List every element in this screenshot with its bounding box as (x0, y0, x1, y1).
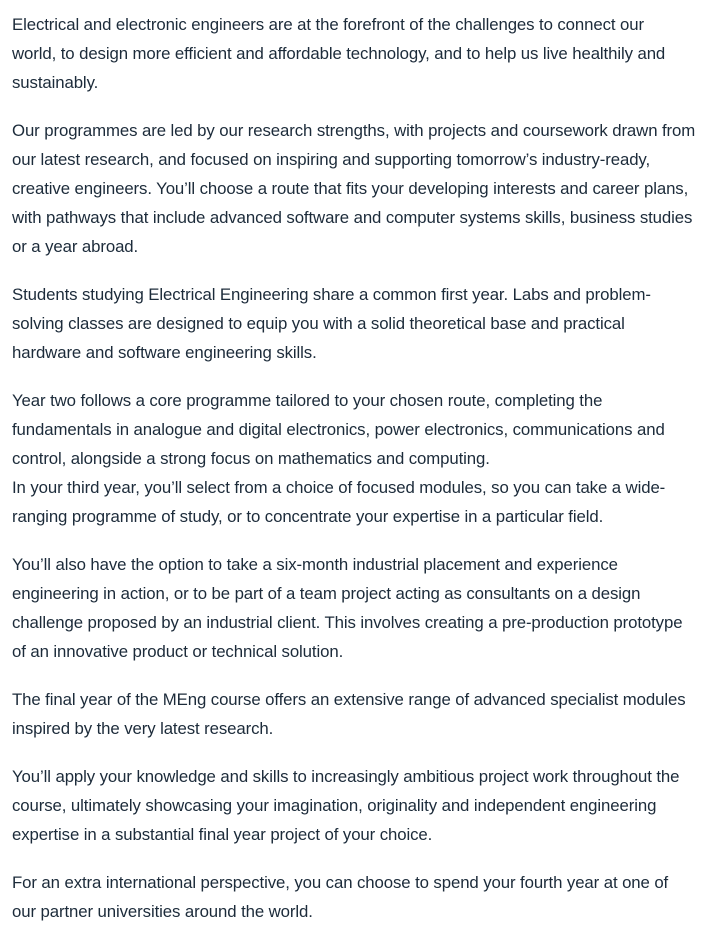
text-line: Our programmes are led by our research strengths, with projects and coursework drawn from (12, 121, 696, 140)
text-line: ranging programme of study, or to concentrate your expertise in a particular field. (12, 507, 604, 526)
text-line: creative engineers. You’ll choose a route that fits your developing interests and career plans, (12, 179, 689, 198)
text-line: Year two follows a core programme tailored to your chosen route, completing the (12, 391, 603, 410)
text-line: Electrical and electronic engineers are at the forefront of the challenges to connect our (12, 15, 644, 34)
text-line: sustainably. (12, 73, 99, 92)
paragraph-final-year (12, 685, 706, 743)
text-line: engineering in action, or to be part of a team project acting as consultants on a design (12, 584, 641, 603)
text-line: inspired by the very latest research. (12, 719, 274, 738)
text-line: our partner universities around the world. (12, 902, 313, 921)
text-line: our latest research, and focused on inspiring and supporting tomorrow’s industry-ready, (12, 150, 651, 169)
text-line: You’ll apply your knowledge and skills to increasingly ambitious project work throughout the (12, 767, 680, 786)
paragraph-first-year (12, 280, 706, 367)
paragraph-international (12, 868, 706, 926)
text-line: of an innovative product or technical solution. (12, 642, 344, 661)
paragraph-programmes (12, 116, 706, 261)
text-line: For an extra international perspective, you can choose to spend your fourth year at one of (12, 873, 669, 892)
text-line: Students studying Electrical Engineering share a common first year. Labs and problem- (12, 285, 651, 304)
paragraph-intro (12, 10, 706, 97)
text-line: expertise in a substantial final year project of your choice. (12, 825, 433, 844)
text-line: with pathways that include advanced software and computer systems skills, business studies (12, 208, 693, 227)
text-line: control, alongside a strong focus on mathematics and computing. (12, 449, 490, 468)
paragraph-project-work (12, 762, 706, 849)
paragraph-second-third-year (12, 386, 706, 531)
text-line: The final year of the MEng course offers an extensive range of advanced specialist modules (12, 690, 686, 709)
text-line: In your third year, you’ll select from a choice of focused modules, so you can take a wide- (12, 478, 666, 497)
text-line: fundamentals in analogue and digital electronics, power electronics, communications and (12, 420, 665, 439)
text-line: You’ll also have the option to take a six-month industrial placement and experience (12, 555, 618, 574)
text-line: solving classes are designed to equip you with a solid theoretical base and practical (12, 314, 625, 333)
paragraph-placement (12, 550, 706, 666)
text-line: or a year abroad. (12, 237, 139, 256)
text-line: hardware and software engineering skills. (12, 343, 317, 362)
text-line: challenge proposed by an industrial client. This involves creating a pre-production prototype (12, 613, 683, 632)
text-line: course, ultimately showcasing your imagination, originality and independent engineering (12, 796, 657, 815)
text-line: world, to design more efficient and affordable technology, and to help us live healthily and (12, 44, 666, 63)
